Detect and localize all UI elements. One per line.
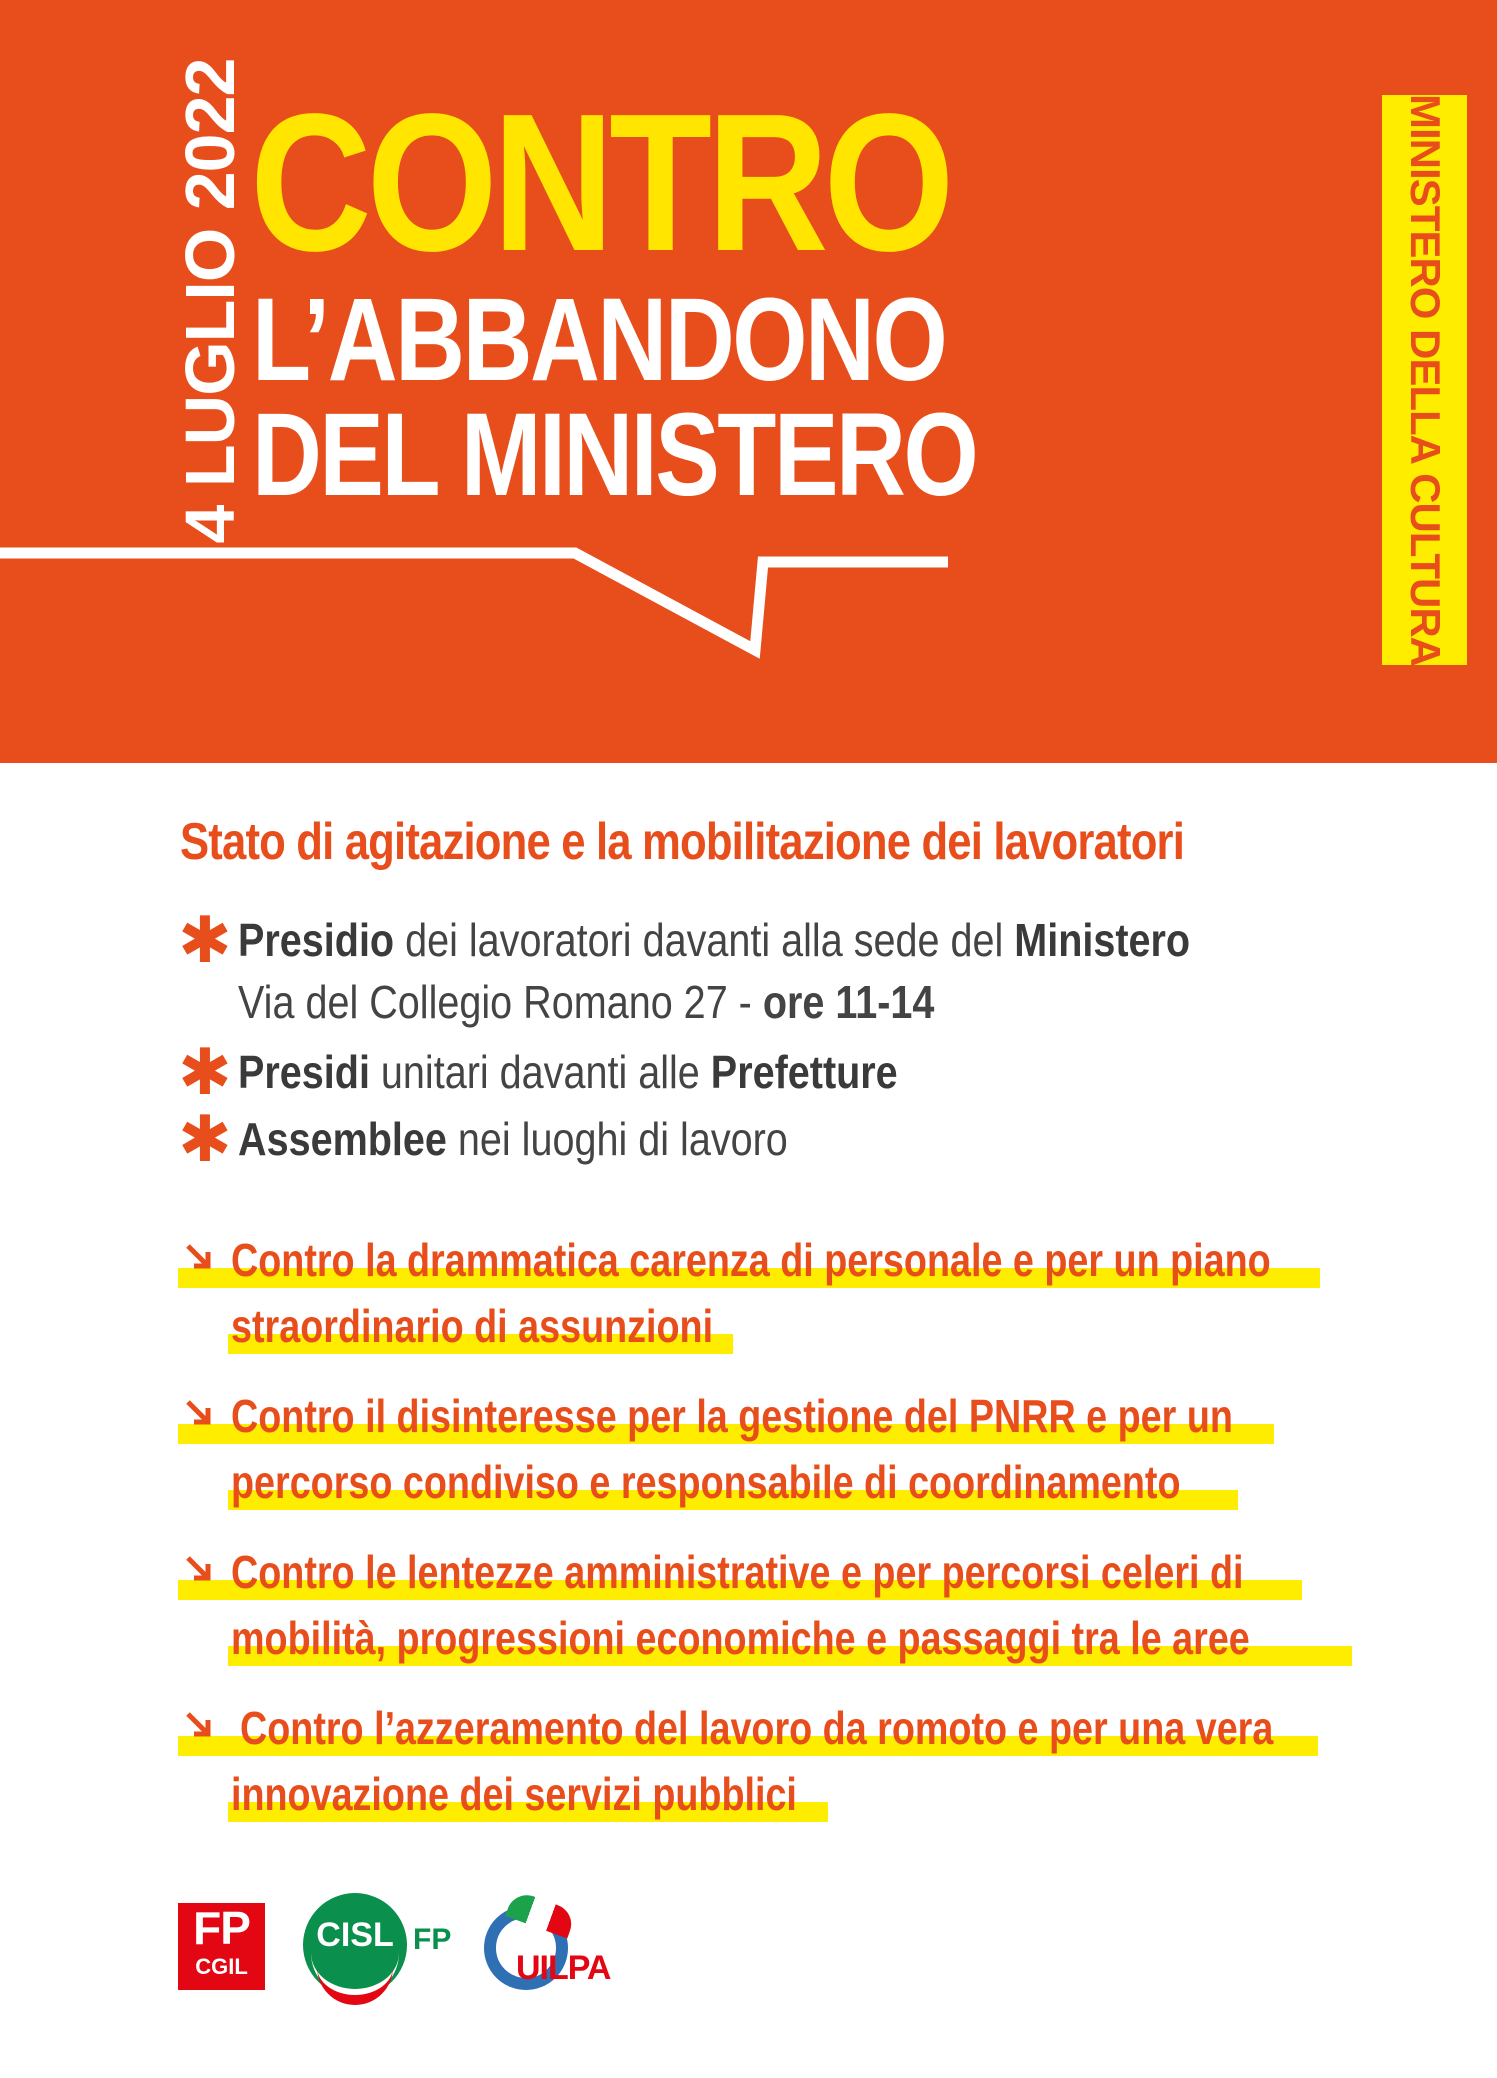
title-line-1: CONTRO (250, 73, 950, 292)
demand-line-2: mobilità, progressioni economiche e passaggi tra le aree (231, 1612, 1250, 1664)
title-line-3: DEL MINISTERO (252, 389, 977, 521)
title-line-2: L’ABBANDONO (252, 274, 946, 406)
demand-line-1: Contro le lentezze amministrative e per percorsi celeri di (231, 1546, 1244, 1598)
cisl-logo-suffix: FP (413, 1923, 452, 1956)
fp-cgil-logo-bottom: CGIL (195, 1954, 248, 1979)
fp-cgil-logo-top: FP (193, 1902, 250, 1954)
cisl-logo-text: CISL (316, 1916, 394, 1954)
demand-line-1: Contro la drammatica carenza di personale e per un piano (231, 1234, 1271, 1286)
arrow-down-right-icon (184, 1554, 214, 1584)
speech-bubble-outline (0, 530, 960, 670)
cisl-fp-logo (303, 1893, 458, 2003)
demand-line-2: straordinario di assunzioni (231, 1300, 714, 1352)
bullet-text: Presidio dei lavoratori davanti alla sede del Ministero (238, 914, 1191, 966)
header-banner (0, 0, 1497, 763)
side-banner-text: MINISTERO DELLA CULTURA (1401, 94, 1449, 666)
event-date-text: 4 LUGLIO 2022 (171, 58, 249, 543)
arrow-down-right-icon (184, 1242, 214, 1272)
arrow-down-right-icon (184, 1398, 214, 1428)
subtitle: Stato di agitazione e la mobilitazione dei lavoratori (180, 813, 1184, 871)
side-banner (1382, 95, 1467, 665)
fp-cgil-logo (178, 1903, 265, 1990)
demand-line-2: innovazione dei servizi pubblici (231, 1768, 797, 1820)
uilpa-logo-text: UILPA (516, 1949, 611, 1987)
demand-line-2: percorso condiviso e responsabile di coordinamento (231, 1456, 1181, 1508)
uilpa-logo (478, 1900, 638, 2000)
asterisk-icon: ✱ (178, 1103, 232, 1175)
demand-line-1: Contro il disinteresse per la gestione del PNRR e per un (231, 1390, 1233, 1442)
asterisk-icon: ✱ (178, 1036, 232, 1108)
bullet-text: Presidi unitari davanti alle Prefetture (238, 1046, 898, 1098)
asterisk-icon: ✱ (178, 904, 232, 976)
bullet-text: Assemblee nei luoghi di lavoro (238, 1113, 788, 1165)
demand-line-1: Contro l’azzeramento del lavoro da romoto e per una vera (240, 1702, 1274, 1754)
event-date (160, 58, 260, 543)
cisl-red-swoosh (317, 1955, 393, 2005)
arrow-down-right-icon (184, 1710, 214, 1740)
bullet-subtext: Via del Collegio Romano 27 - ore 11-14 (238, 976, 935, 1028)
